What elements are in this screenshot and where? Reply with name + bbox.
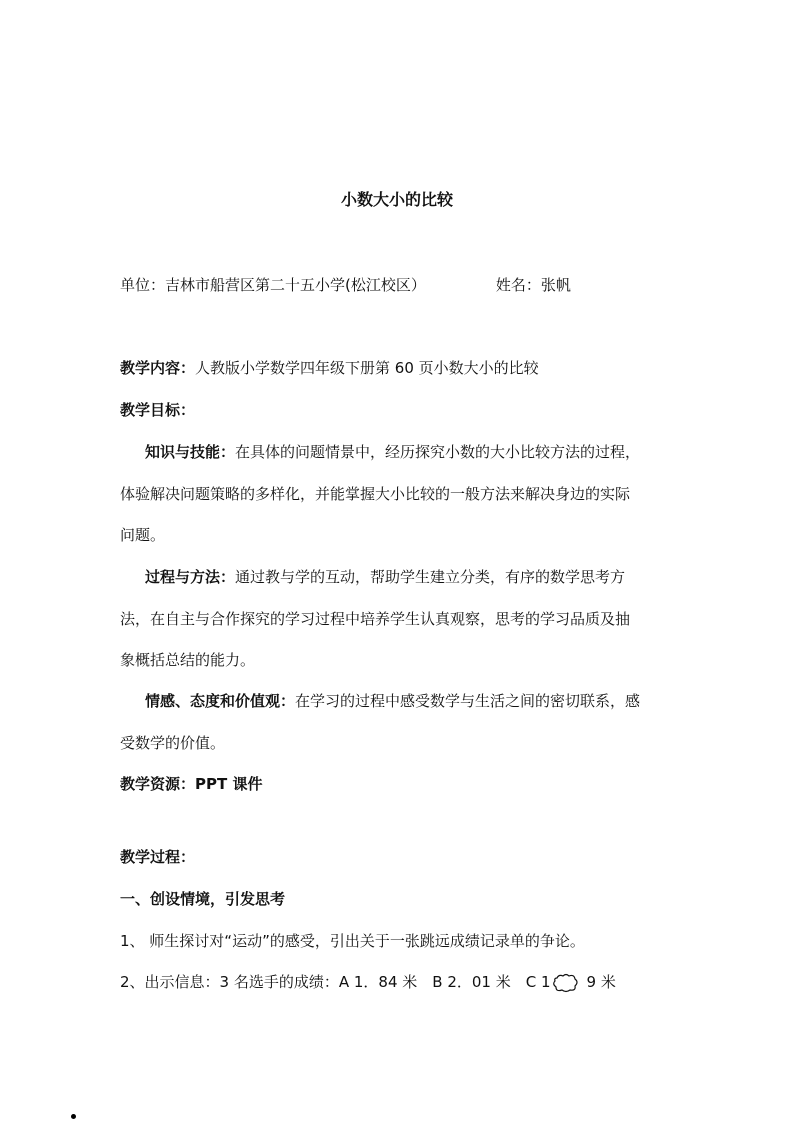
name-value: 张帆 xyxy=(540,276,571,294)
knowledge-label: 知识与技能： xyxy=(145,443,236,461)
resource-value: PPT 课件 xyxy=(195,775,263,793)
page-title: 小数大小的比较 xyxy=(340,190,453,209)
process-text-1: 通过教与学的互动，帮助学生建立分类，有序的数学思考方 xyxy=(235,568,626,586)
process-label: 过程与方法： xyxy=(145,568,236,586)
emotion-text-1: 在学习的过程中感受数学与生活之间的密切联系，感 xyxy=(295,692,641,710)
step-2 xyxy=(120,972,694,993)
emotion-label: 情感、态度和价值观： xyxy=(145,692,296,710)
ink-blot-icon xyxy=(551,973,579,993)
name-label: 姓名： xyxy=(495,276,541,294)
content-line xyxy=(120,358,694,378)
bullet-dot xyxy=(71,1114,76,1119)
step-2-text: 2、出示信息：3 名选手的成绩：A 1．84 米 B 2．01 米 C 1 xyxy=(120,973,551,991)
knowledge-line-3: 问题。 xyxy=(120,526,166,544)
goals-heading: 教学目标： xyxy=(120,401,196,419)
process-line-3: 象概括总结的能力。 xyxy=(120,651,256,669)
step-2-suffix: 9 米 xyxy=(586,973,616,991)
process-line-1 xyxy=(145,567,694,587)
knowledge-line-1 xyxy=(145,442,694,462)
resource-line xyxy=(120,774,694,794)
unit-label: 单位： xyxy=(120,276,166,294)
knowledge-text-1: 在具体的问题情景中，经历探究小数的大小比较方法的过程， xyxy=(235,443,641,461)
process-line-2: 法，在自主与合作探究的学习过程中培养学生认真观察，思考的学习品质及抽 xyxy=(120,610,631,628)
emotion-line-2: 受数学的价值。 xyxy=(120,734,226,752)
content-value: 人教版小学数学四年级下册第 60 页小数大小的比较 xyxy=(195,359,539,377)
step-1: 1、 师生探讨对“运动”的感受，引出关于一张跳远成绩记录单的争论。 xyxy=(120,932,585,950)
emotion-line-1 xyxy=(145,691,694,711)
unit-value: 吉林市船营区第二十五小学(松江校区） xyxy=(165,276,426,294)
knowledge-line-2: 体验解决问题策略的多样化，并能掌握大小比较的一般方法来解决身边的实际 xyxy=(120,485,631,503)
content-label: 教学内容： xyxy=(120,359,196,377)
section1-title: 一、创设情境，引发思考 xyxy=(120,890,286,908)
resource-label: 教学资源： xyxy=(120,775,196,793)
unit-line xyxy=(120,275,694,295)
procedure-heading: 教学过程： xyxy=(120,848,196,866)
